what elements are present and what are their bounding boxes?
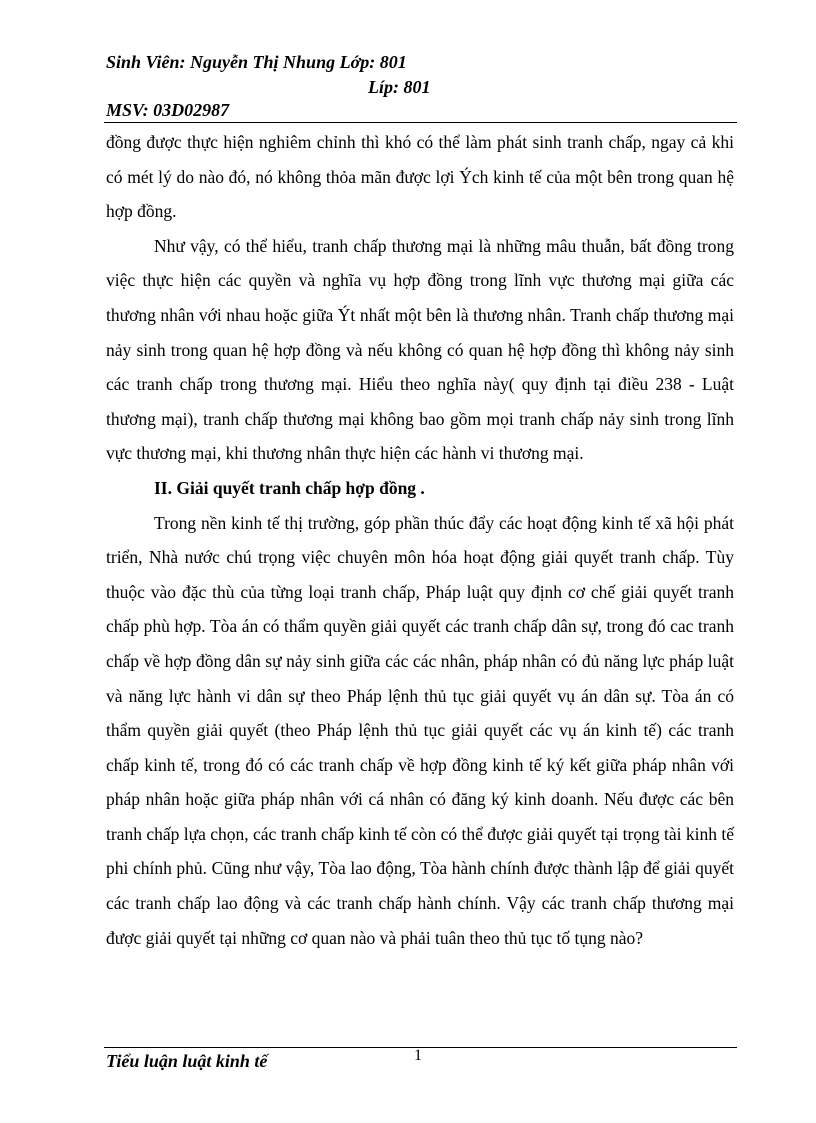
footer-title: Tiểu luận luật kinh tế: [106, 1051, 268, 1071]
section-heading: II. Giải quyết tranh chấp hợp đồng .: [154, 477, 425, 498]
header-student-id: MSV: 03D02987: [106, 100, 230, 120]
body-paragraph: đồng được thực hiện nghiêm chỉnh thì khó có thể làm phát sinh tranh chấp, ngay cả khi có mét lý do nào đó, nó không thỏa mãn được lợi Ých kinh tế của một bên trong quan hệ hợp đồng.: [106, 132, 734, 222]
page-number: 1: [414, 1047, 422, 1064]
body-paragraph: Như vậy, có thể hiểu, tranh chấp thương mại là những mâu thuẫn, bất đồng trong việc thực hiện các quyền và nghĩa vụ hợp đồng trong lĩnh vực thương mại giữa các thương nhân với nhau hoặc giữa Ýt nhất một bên là thương nhân. Tranh chấp thương mại nảy sinh trong quan hệ hợp đồng và nếu không có quan hệ hợp đồng thì không nảy sinh các tranh chấp trong thương mại. Hiểu theo nghĩa này( quy định tại điều 238 - Luật thương mại), tranh chấp thương mại không bao gồm mọi tranh chấp nảy sinh trong lĩnh vực thương mại, khi thương nhân thực hiện các hành vi thương mại.: [106, 235, 734, 464]
header-class-line: Líp: 801: [368, 77, 431, 97]
header-student-line: Sinh Viên: Nguyễn Thị Nhung Lớp: 801: [106, 52, 407, 72]
header-divider: [104, 122, 737, 123]
document-body: [106, 125, 734, 955]
body-paragraph: Trong nền kinh tế thị trường, góp phần thúc đẩy các hoạt động kinh tế xã hội phát triển, Nhà nước chú trọng việc chuyên môn hóa hoạt động giải quyết tranh chấp. Tùy thuộc vào đặc thù của từng loại tranh chấp, Pháp luật quy định cơ chế giải quyết tranh chấp phù hợp. Tòa án có thẩm quyền giải quyết các tranh chấp dân sự, trong đó cac tranh chấp về hợp đồng dân sự nảy sinh giữa các các nhân, pháp nhân có đủ năng lực pháp luật và năng lực hành vi dân sự theo Pháp lệnh thủ tục giải quyết vụ án dân sự. Tòa án có thẩm quyền giải quyết (theo Pháp lệnh thủ tục giải quyết các vụ án kinh tế) các tranh chấp kinh tế, trong đó có các tranh chấp về hợp đồng kinh tế ký kết giữa pháp nhân với pháp nhân hoặc giữa pháp nhân với cá nhân có đăng ký kinh doanh. Nếu được các bên tranh chấp lựa chọn, các tranh chấp kinh tế còn có thể được giải quyết tại trọng tài kinh tế phi chính phủ. Cũng như vậy, Tòa lao động, Tòa hành chính được thành lập để giải quyết các tranh chấp lao động và các tranh chấp hành chính. Vậy các tranh chấp thương mại được giải quyết tại những cơ quan nào và phải tuân theo thủ tục tố tụng nào?: [106, 512, 734, 948]
